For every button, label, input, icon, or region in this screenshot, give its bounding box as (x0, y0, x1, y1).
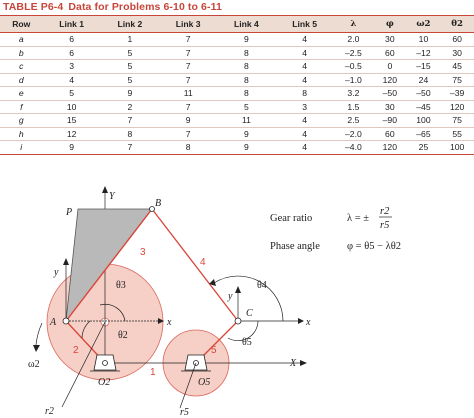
cell-lambda: –0.5 (334, 60, 373, 74)
cell-theta2: 75 (440, 73, 474, 87)
cell-phi: –90 (373, 114, 407, 128)
table-row (0, 33, 474, 47)
col-link2: Link 2 (101, 16, 159, 33)
data-table (0, 15, 474, 155)
cell-link2: 5 (101, 46, 159, 60)
linkage-figure (0, 185, 474, 418)
col-row: Row (0, 16, 43, 33)
cell-phi: 120 (373, 141, 407, 155)
cell-row: i (0, 141, 43, 155)
label-Y: Y (109, 191, 115, 202)
cell-link1: 9 (43, 141, 101, 155)
label-theta3: θ3 (116, 280, 126, 291)
cell-row: e (0, 87, 43, 101)
label-C: C (246, 308, 253, 319)
cell-omega2: 100 (407, 114, 441, 128)
cell-link1: 5 (43, 87, 101, 101)
label-X: X (290, 358, 297, 369)
cell-link1: 4 (43, 73, 101, 87)
label-theta5: θ5 (242, 337, 252, 348)
cell-link4: 8 (217, 46, 275, 60)
cell-row: h (0, 127, 43, 141)
cell-link4: 8 (217, 60, 275, 74)
x-axis-arrow (300, 360, 307, 366)
cell-link5: 4 (276, 33, 334, 47)
cell-link5: 4 (276, 141, 334, 155)
label-link3: 3 (140, 247, 146, 258)
cell-link1: 12 (43, 127, 101, 141)
table-header-row (0, 16, 474, 33)
cell-row: c (0, 60, 43, 74)
label-link4: 4 (200, 257, 206, 268)
cell-phi: 120 (373, 73, 407, 87)
pin-b (150, 207, 155, 212)
table-row (0, 127, 474, 141)
omega2-arrow (33, 345, 40, 352)
table-title (3, 1, 222, 13)
table-caption: Data for Problems 6-10 to 6-11 (68, 1, 222, 13)
cell-lambda: 2.0 (334, 33, 373, 47)
label-A: A (50, 317, 57, 328)
local-y-arrow-a (63, 258, 69, 265)
local-y-arrow-c (235, 286, 241, 293)
col-link4: Link 4 (217, 16, 275, 33)
cell-omega2: 10 (407, 33, 441, 47)
cell-link2: 7 (101, 141, 159, 155)
cell-link3: 9 (159, 114, 217, 128)
label-y-right: y (228, 291, 233, 302)
cell-omega2: –15 (407, 60, 441, 74)
omega2-arc (36, 323, 42, 345)
cell-theta2: 75 (440, 114, 474, 128)
cell-theta2: 60 (440, 33, 474, 47)
cell-link2: 1 (101, 33, 159, 47)
cell-lambda: –2.5 (334, 46, 373, 60)
cell-theta2: 120 (440, 100, 474, 114)
col-link5: Link 5 (276, 16, 334, 33)
cell-link4: 9 (217, 141, 275, 155)
cell-link2: 2 (101, 100, 159, 114)
cell-phi: –50 (373, 87, 407, 101)
cell-link4: 8 (217, 73, 275, 87)
gear-ratio-num: r2 (380, 206, 390, 217)
table-row (0, 114, 474, 128)
label-x-left: x (167, 317, 172, 328)
cell-link5: 4 (276, 114, 334, 128)
cell-link5: 8 (276, 87, 334, 101)
cell-theta2: 45 (440, 60, 474, 74)
label-O5: O5 (198, 377, 211, 388)
col-link1: Link 1 (43, 16, 101, 33)
label-theta2: θ2 (118, 330, 128, 341)
cell-link3: 7 (159, 46, 217, 60)
table-row (0, 46, 474, 60)
cell-omega2: 24 (407, 73, 441, 87)
label-P: P (66, 207, 73, 218)
col-link3: Link 3 (159, 16, 217, 33)
label-B: B (155, 198, 162, 209)
cell-row: f (0, 100, 43, 114)
label-theta4: θ4 (257, 280, 267, 291)
cell-link4: 9 (217, 127, 275, 141)
cell-link1: 6 (43, 46, 101, 60)
cell-phi: 30 (373, 100, 407, 114)
table-row (0, 100, 474, 114)
col-theta2: θ2 (440, 16, 474, 33)
cell-link3: 7 (159, 100, 217, 114)
gear-ratio-den: r5 (380, 220, 390, 231)
cell-link5: 4 (276, 127, 334, 141)
cell-lambda: –4.0 (334, 141, 373, 155)
cell-omega2: –50 (407, 87, 441, 101)
cell-omega2: –65 (407, 127, 441, 141)
cell-row: d (0, 73, 43, 87)
link-4 (152, 209, 238, 321)
cell-link3: 8 (159, 141, 217, 155)
cell-link5: 4 (276, 46, 334, 60)
cell-link5: 3 (276, 100, 334, 114)
cell-theta2: 30 (440, 46, 474, 60)
cell-phi: 60 (373, 46, 407, 60)
cell-link2: 5 (101, 60, 159, 74)
table-row (0, 73, 474, 87)
cell-link3: 7 (159, 73, 217, 87)
cell-lambda: 2.5 (334, 114, 373, 128)
cell-link2: 5 (101, 73, 159, 87)
cell-omega2: 25 (407, 141, 441, 155)
label-x-right: x (306, 317, 311, 328)
cell-theta2: –39 (440, 87, 474, 101)
label-link5: 5 (211, 345, 217, 356)
col-phi: φ (373, 16, 407, 33)
cell-row: b (0, 46, 43, 60)
cell-omega2: –12 (407, 46, 441, 60)
cell-link2: 9 (101, 87, 159, 101)
cell-phi: 30 (373, 33, 407, 47)
cell-theta2: 55 (440, 127, 474, 141)
label-O2: O2 (98, 377, 111, 388)
cell-link4: 5 (217, 100, 275, 114)
cell-link5: 4 (276, 73, 334, 87)
cell-link1: 10 (43, 100, 101, 114)
cell-theta2: 100 (440, 141, 474, 155)
label-link2: 2 (73, 345, 79, 356)
cell-link3: 7 (159, 33, 217, 47)
cell-link1: 3 (43, 60, 101, 74)
label-y-left: y (54, 267, 59, 278)
cell-lambda: 1.5 (334, 100, 373, 114)
label-omega2: ω2 (28, 359, 40, 370)
table-label: TABLE P6-4 (3, 1, 64, 13)
cell-phi: 60 (373, 127, 407, 141)
cell-link3: 7 (159, 127, 217, 141)
cell-link3: 11 (159, 87, 217, 101)
label-link1: 1 (150, 367, 156, 378)
gear-ratio-label: Gear ratio (270, 213, 313, 224)
cell-link4: 8 (217, 87, 275, 101)
cell-phi: 0 (373, 60, 407, 74)
pin-a (63, 318, 69, 324)
cell-link2: 7 (101, 114, 159, 128)
cell-link2: 8 (101, 127, 159, 141)
col-omega2: ω2 (407, 16, 441, 33)
cell-link4: 9 (217, 33, 275, 47)
table-row (0, 60, 474, 74)
table-row (0, 141, 474, 155)
label-r5: r5 (180, 407, 189, 418)
cell-lambda: –1.0 (334, 73, 373, 87)
cell-row: a (0, 33, 43, 47)
label-r2: r2 (45, 406, 54, 417)
y-axis-arrow (102, 186, 108, 193)
table-row (0, 87, 474, 101)
cell-link4: 11 (217, 114, 275, 128)
cell-omega2: –45 (407, 100, 441, 114)
cell-link5: 4 (276, 60, 334, 74)
cell-link1: 6 (43, 33, 101, 47)
cell-row: g (0, 114, 43, 128)
cell-lambda: 3.2 (334, 87, 373, 101)
pin-c (235, 318, 241, 324)
cell-link1: 15 (43, 114, 101, 128)
col-lambda: λ (334, 16, 373, 33)
cell-lambda: –2.0 (334, 127, 373, 141)
phase-angle-label: Phase angle (270, 241, 320, 252)
gear-ratio-lhs: λ = ± (347, 213, 370, 224)
cell-link3: 7 (159, 60, 217, 74)
table-body (0, 33, 474, 155)
local-x-arrow-c (298, 318, 304, 324)
pivot-o2-pin (103, 361, 108, 366)
phase-angle-eq: φ = θ5 − λθ2 (347, 241, 402, 252)
